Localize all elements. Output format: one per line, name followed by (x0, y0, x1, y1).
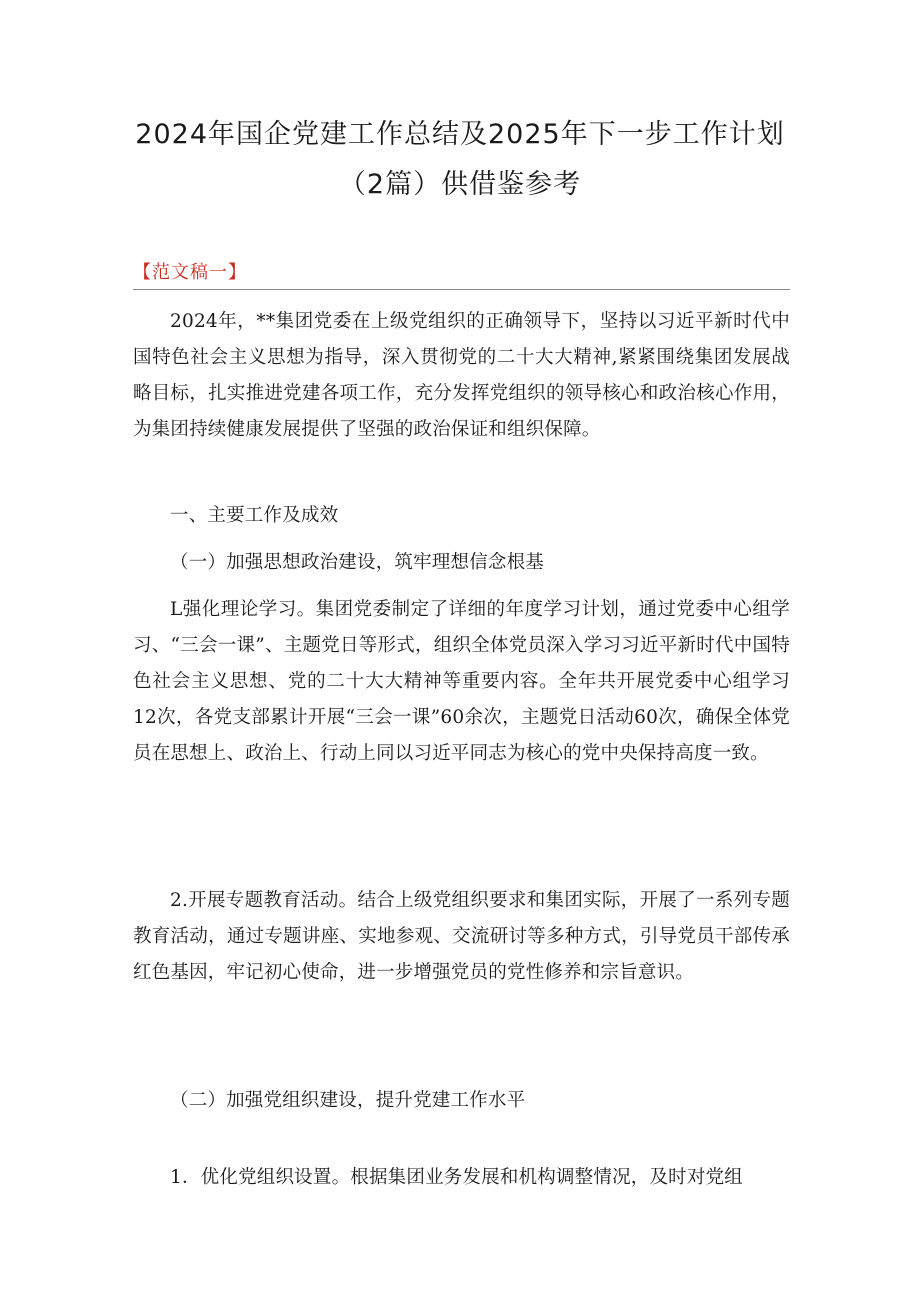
document-title: 2024年国企党建工作总结及2025年下一步工作计划（2篇）供借鉴参考 (135, 119, 785, 200)
intro-paragraph: 2024年，**集团党委在上级党组织的正确领导下，坚持以习近平新时代中国特色社会主义思想为指导，深入贯彻党的二十大大精神,紧紧围绕集团发展战略目标，扎实推进党建各项工作，充分发挥党组织的领导核心和政治核心作用，为集团持续健康发展提供了坚强的政治保证和组织保障。 (133, 311, 790, 440)
section-divider (133, 289, 790, 290)
heading-sub-1: （一）加强思想政治建设，筑牢理想信念根基 (170, 552, 545, 573)
heading-main-work: 一、主要工作及成效 (170, 505, 339, 526)
heading-sub-2: （二）加强党组织建设，提升党建工作水平 (170, 1090, 526, 1111)
item-3-paragraph: 1．优化党组织设置。根据集团业务发展和机构调整情况，及时对党组 (170, 1167, 743, 1188)
section-tag: 【范文稿一】 (133, 262, 247, 283)
item-1-paragraph: L强化理论学习。集团党委制定了详细的年度学习计划，通过党委中心组学习、“三会一课”、主题党日等形式，组织全体党员深入学习习近平新时代中国特色社会主义思想、党的二十大大精神等重要内容。全年共开展党委中心组学习12次，各党支部累计开展“三会一课”60余次，主题党日活动60次，确保全体党员在思想上、政治上、行动上同以习近平同志为核心的党中央保持高度一致。 (133, 599, 790, 764)
item-2-paragraph: 2.开展专题教育活动。结合上级党组织要求和集团实际，开展了一系列专题教育活动，通过专题讲座、实地参观、交流研讨等多种方式，引导党员干部传承红色基因，牢记初心使命，进一步增强党员的党性修养和宗旨意识。 (133, 890, 790, 983)
